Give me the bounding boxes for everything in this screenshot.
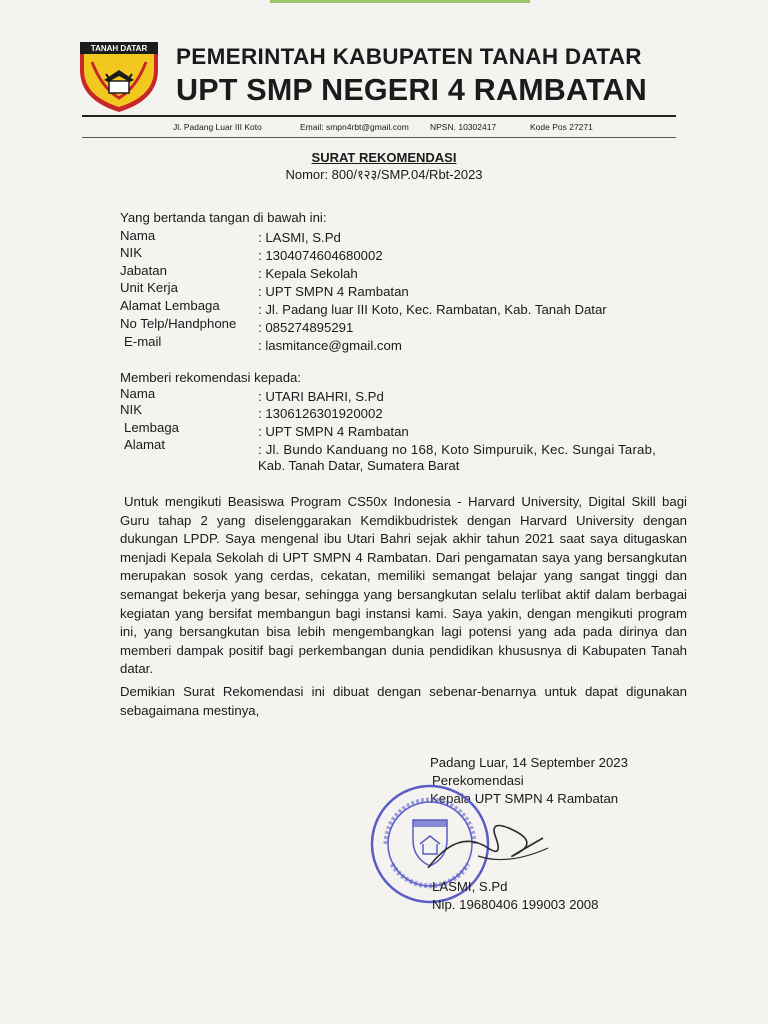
signer-value: : 1304074604680002 <box>258 248 383 263</box>
signer-label: NIK <box>120 245 142 260</box>
regency-logo <box>78 40 160 114</box>
recipient-label: NIK <box>120 402 142 417</box>
letter-title: SURAT REKOMENDASI <box>311 150 457 165</box>
signer-value: : LASMI, S.Pd <box>258 230 341 245</box>
place-date: Padang Luar, 14 September 2023 <box>430 755 628 770</box>
signer-position: Kepala UPT SMPN 4 Rambatan <box>430 791 619 806</box>
recipient-label: Nama <box>120 386 156 401</box>
signer-value: : lasmitance@gmail.com <box>258 338 402 353</box>
recipient-value: Kab. Tanah Datar, Sumatera Barat <box>258 458 460 473</box>
signer-label: Unit Kerja <box>120 280 178 295</box>
signer-label: Jabatan <box>120 263 167 278</box>
recipient-label: Alamat <box>124 437 166 452</box>
body-paragraph: Untuk mengikuti Beasiswa Program CS50x Indonesia - Harvard University, Digital Skill bagi Guru tahap 2 yang diselenggarakan Kemdikbudristek dengan Harvard University dengan dukungan LPDP. Saya mengenal ibu Utari Bahri sejak akhir tahun 2021 saat saya ditugaskan menjadi Kepala Sekolah di UPT SMPN 4 Rambatan. Dari pengamatan saya yang bersangkutan merupakan sosok yang cerdas, cekatan, memiliki semangat belajar yang sangat tinggi dan semangat bekerja yang besar, sehingga yang bersangkutan selalu terlibat aktif dalam berbagai kegiatan yang bersifat membangun bagi instansi kami. Saya yakin, dengan mengikuti program ini, yang bersangkutan bisa lebih mengembangkan lagi potensi yang ada pada dirinya dan memberi dampak positif bagi perkembangan dunia pendidikan khususnya di Kabupaten Tanah datar. <box>120 494 687 677</box>
header-npsn: NPSN. 10302417 <box>430 122 497 132</box>
signer-label: Alamat Lembaga <box>120 298 220 313</box>
header-postal-code: Kode Pos 27271 <box>530 122 593 132</box>
signer-intro: Yang bertanda tangan di bawah ini: <box>120 210 327 225</box>
signer-label: Nama <box>120 228 156 243</box>
signer-label: E-mail <box>124 334 162 349</box>
signer-nip: Nip. 19680406 199003 2008 <box>432 897 599 912</box>
header-rule-thin <box>82 137 676 138</box>
signer-name: LASMI, S.Pd <box>432 879 508 894</box>
org-name-line1: PEMERINTAH KABUPATEN TANAH DATAR <box>176 44 642 69</box>
recommend-intro: Memberi rekomendasi kepada: <box>120 370 302 385</box>
header-email: Email: smpn4rbt@gmail.com <box>300 122 409 132</box>
recipient-value: : Jl. Bundo Kanduang no 168, Koto Simpuruik, Kec. Sungai Tarab, <box>258 442 656 457</box>
top-edge-mark <box>270 0 530 3</box>
recipient-value: : 1306126301920002 <box>258 406 383 421</box>
header-address: Jl. Padang Luar III Koto <box>173 122 262 132</box>
recipient-value: : UPT SMPN 4 Rambatan <box>258 424 409 439</box>
signer-label: No Telp/Handphone <box>120 316 237 331</box>
recipient-value: : UTARI BAHRI, S.Pd <box>258 389 384 404</box>
signer-value: : Jl. Padang luar III Koto, Kec. Rambatan, Kab. Tanah Datar <box>258 302 607 317</box>
closing-paragraph: Demikian Surat Rekomendasi ini dibuat dengan sebenar-benarnya untuk dapat digunakan sebagaimana mestinya, <box>120 684 687 718</box>
org-name-line2: UPT SMP NEGERI 4 RAMBATAN <box>176 73 648 107</box>
signer-value: : 085274895291 <box>258 320 354 335</box>
recipient-label: Lembaga <box>124 420 179 435</box>
header-rule <box>82 115 676 117</box>
signer-value: : Kepala Sekolah <box>258 266 358 281</box>
svg-text:TANAH DATAR: TANAH DATAR <box>90 44 148 53</box>
letter-number: Nomor: 800/१२३/SMP.04/Rbt-2023 <box>285 167 483 182</box>
signer-role: Perekomendasi <box>432 773 524 788</box>
signer-value: : UPT SMPN 4 Rambatan <box>258 284 409 299</box>
handwritten-signature <box>418 808 558 888</box>
